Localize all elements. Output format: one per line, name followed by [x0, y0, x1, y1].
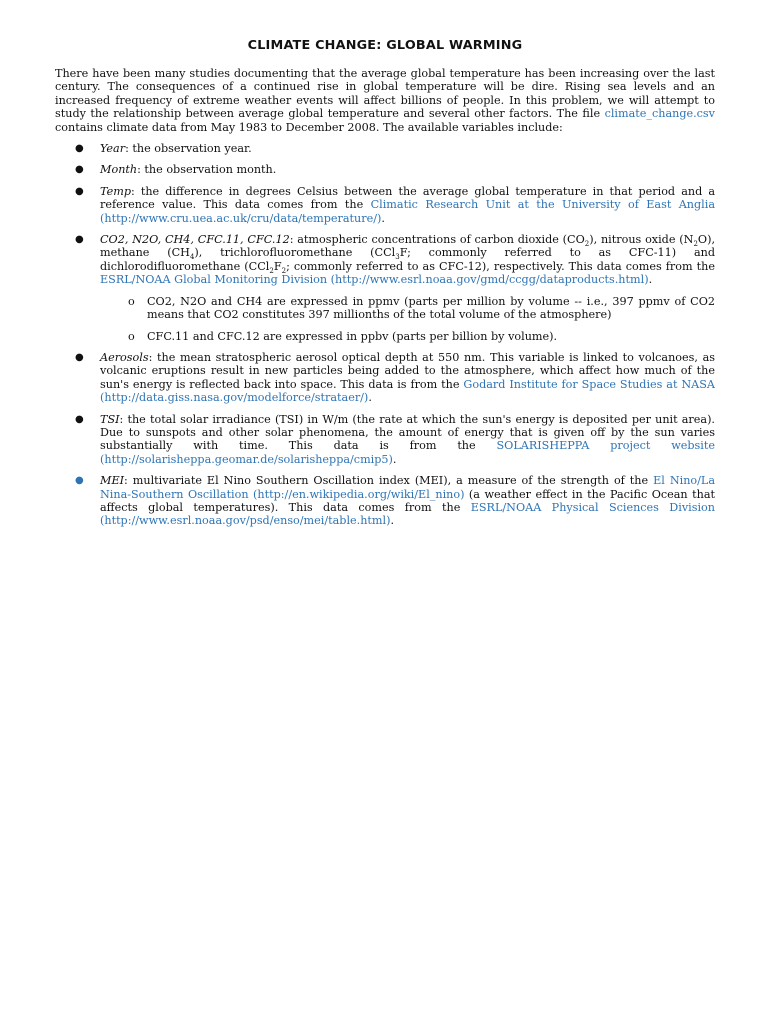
period: . — [381, 211, 385, 225]
el-nino-link[interactable]: El Nino/La Nina-Southern Oscillation (http://en.wikipedia.org/wiki/El_nino) — [100, 474, 716, 501]
gases-text-1: : atmospheric concentrations of carbon dioxide (CO — [289, 233, 585, 247]
solarisheppa-link[interactable]: SOLARISHEPPA project website (http://solarisheppa.geomar.de/solarisheppa/cmip5) — [100, 439, 715, 466]
bullet-icon: ● — [75, 351, 84, 363]
list-item-aerosols — [55, 351, 715, 405]
variable-description: : the difference in degrees Celsius between the average global temperature in that period and a reference value. This data comes from the — [100, 184, 715, 212]
gases-text-5: F; commonly referred to as CFC-11) and dichlorodifluoromethane (CCl — [100, 246, 715, 273]
circle-bullet-icon: o — [128, 329, 135, 343]
document-page — [55, 38, 715, 528]
period: . — [368, 391, 372, 405]
variable-name: CO2, N2O, CH4, CFC.11, CFC.12 — [100, 233, 290, 247]
bullet-icon: ● — [75, 185, 84, 197]
variable-name: TSI — [100, 412, 120, 426]
gases-text-6: F — [273, 259, 282, 273]
subscript: 2 — [693, 240, 698, 249]
variable-description: : the mean stratospheric aerosol optical depth at 550 nm. This variable is linked to volcanoes, as volcanic eruptions result in new particles being added to the atmosphere, which affect how much of the sun's energy is reflected back into space. This data is from the — [100, 350, 715, 391]
variable-description: : multivariate El Nino Southern Oscillation index (MEI), a measure of the strength of the — [124, 474, 654, 488]
variable-description: : the observation month. — [137, 163, 277, 177]
esrl-psd-link[interactable]: ESRL/NOAA Physical Sciences Division (http://www.esrl.noaa.gov/psd/enso/mei/table.html) — [100, 500, 715, 528]
gases-text-2: ), nitrous oxide (N — [589, 233, 694, 247]
period: . — [392, 452, 397, 466]
nasa-giss-url[interactable]: (http://data.giss.nasa.gov/modelforce/strataer/) — [100, 391, 369, 405]
list-item-month — [55, 163, 715, 176]
list-item-gases — [55, 233, 715, 343]
circle-bullet-icon: o — [128, 294, 135, 308]
units-sublist — [100, 295, 715, 343]
bullet-icon: ● — [75, 234, 84, 246]
esrl-gmd-link[interactable]: ESRL/NOAA Global Monitoring Division (http://www.esrl.noaa.gov/gmd/ccgg/dataproducts.html) — [100, 273, 649, 287]
variable-name: Month — [100, 163, 138, 177]
sub-list-item — [100, 330, 715, 343]
period: . — [390, 514, 395, 528]
subscript: 2 — [269, 267, 274, 276]
variable-list — [55, 142, 715, 528]
list-item-mei — [55, 474, 715, 528]
subscript: 2 — [281, 267, 287, 276]
list-item-year — [55, 142, 715, 155]
list-item-temp — [55, 185, 715, 225]
intro-paragraph — [55, 67, 715, 134]
bullet-icon: ● — [75, 413, 84, 425]
page-title: CLIMATE CHANGE: GLOBAL WARMING — [247, 38, 523, 53]
bullet-icon: ● — [75, 475, 84, 487]
sub-list-item — [100, 295, 715, 322]
sub-item-text: CO2, N2O and CH4 are expressed in ppmv (parts per million by volume -- i.e., 397 ppmv of CO2 means that CO2 constitutes 397 millionths of the total volume of the atmosphere) — [147, 294, 715, 322]
subscript: 3 — [395, 253, 400, 262]
variable-name: Aerosols — [100, 350, 149, 364]
gases-text-7: ; commonly referred to as CFC-12), respectively. This data comes from the — [286, 259, 715, 273]
sub-item-text: CFC.11 and CFC.12 are expressed in ppbv (parts per billion by volume). — [147, 329, 558, 343]
bullet-icon: ● — [75, 164, 84, 176]
nasa-giss-link[interactable]: Godard Institute for Space Studies at NASA — [463, 377, 715, 391]
variable-name: Year — [100, 142, 126, 156]
list-item-tsi — [55, 413, 715, 467]
subscript: 4 — [189, 253, 195, 262]
subscript: 2 — [584, 240, 590, 249]
intro-text-end: contains climate data from May 1983 to December 2008. The available variables include: — [55, 120, 563, 134]
variable-name: Temp — [100, 184, 131, 198]
variable-name: MEI — [100, 474, 125, 488]
variable-description-2: (a weather effect in the Pacific Ocean that affects global temperatures). This data comes from the — [100, 487, 715, 514]
variable-description: : the observation year. — [125, 142, 252, 156]
period: . — [648, 273, 653, 287]
gases-text-3: O), methane (CH — [100, 233, 715, 260]
variable-description: : the total solar irradiance (TSI) in W/m (the rate at which the sun's energy is deposited per unit area). Due to sunspots and other solar phenomena, the amount of energy that is given off by the sun varies substantially with time. This data is from the — [100, 412, 715, 453]
bullet-icon: ● — [75, 143, 84, 155]
intro-text: There have been many studies documenting that the average global temperature has been increasing over the last century. The consequences of a continued rise in global temperature will be dire. Rising sea levels and an increased frequency of extreme weather events will affect billions of people. In this problem, we will attempt to study the relationship between average global temperature and several other factors. The file — [55, 67, 715, 121]
file-link[interactable]: climate_change.csv — [604, 107, 715, 121]
cru-link[interactable]: Climatic Research Unit at the University of East Anglia (http://www.cru.uea.ac.uk/cru/data/temperature/) — [100, 198, 715, 225]
gases-text-4: ), trichlorofluoromethane (CCl — [194, 246, 396, 260]
